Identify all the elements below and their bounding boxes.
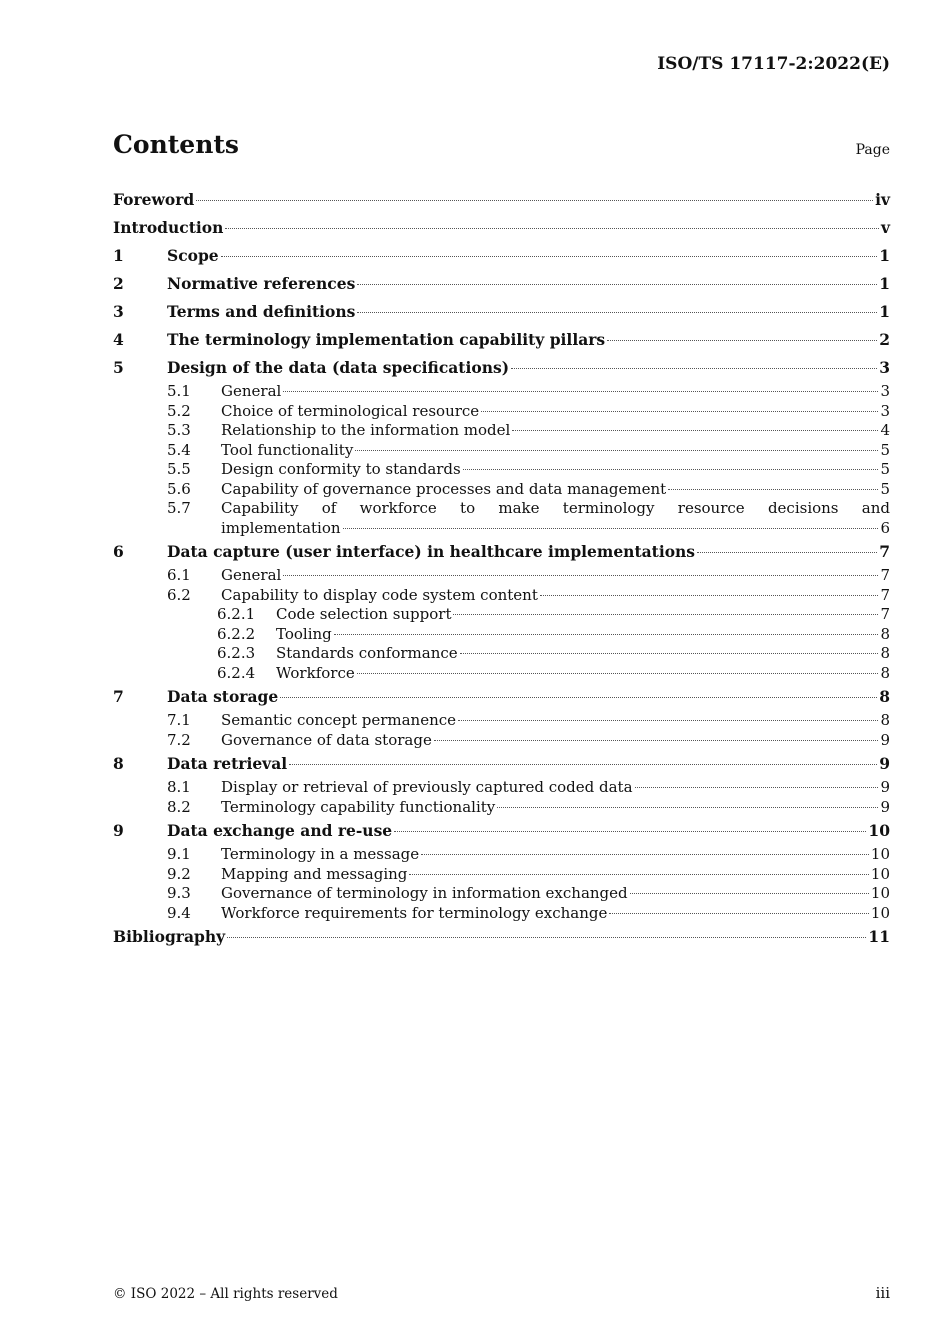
toc-page: 1 (879, 274, 890, 293)
toc-label: Normative references (167, 274, 356, 293)
toc-page: 2 (879, 330, 890, 349)
copyright-notice: © ISO 2022 – All rights reserved (113, 1286, 338, 1302)
toc-page: 10 (870, 884, 890, 902)
toc-number: 6.2 (167, 585, 191, 604)
toc-page: 8 (880, 644, 890, 662)
toc-entry-7[interactable] (113, 683, 890, 711)
toc-label: Workforce requirements for terminology exchange (221, 903, 608, 922)
leader-dots (512, 430, 878, 431)
toc-number: 7.2 (167, 730, 191, 749)
document-id: ISO/TS 17117-2:2022(E) (657, 54, 890, 74)
page-title: Contents (113, 130, 240, 159)
toc-label: Standards conformance (276, 644, 458, 662)
toc-label: Capability to display code system content (221, 585, 538, 604)
toc-page: 9 (880, 778, 890, 796)
toc-page: 1 (879, 302, 890, 321)
toc-page: 9 (879, 754, 890, 773)
toc-label: Terms and definitions (167, 302, 356, 321)
toc-entry-3[interactable] (113, 298, 890, 326)
leader-dots (609, 913, 869, 914)
toc-page: 9 (880, 797, 890, 816)
toc-page: iv (875, 190, 890, 209)
toc-entry-6-1[interactable] (113, 566, 890, 586)
toc-page: 8 (880, 711, 890, 729)
toc-entry-6-2-4[interactable] (113, 664, 890, 684)
toc-number: 9.2 (167, 864, 191, 883)
toc-number: 2 (113, 274, 124, 293)
leader-dots (225, 228, 879, 229)
toc-label: General (221, 566, 282, 584)
toc-number: 5.7 (167, 499, 191, 517)
page-number: iii (875, 1284, 890, 1302)
toc-entry-9[interactable] (113, 817, 890, 845)
toc-label: Relationship to the information model (221, 421, 511, 439)
leader-dots (283, 391, 878, 392)
leader-dots (421, 854, 869, 855)
leader-dots (463, 469, 879, 470)
toc-number: 7.1 (167, 711, 191, 729)
leader-dots (355, 450, 878, 451)
toc-number: 6.2.4 (217, 663, 256, 682)
leader-dots (630, 893, 869, 894)
toc-entry-foreword[interactable] (113, 186, 890, 214)
toc-number: 1 (113, 246, 124, 265)
toc-number: 5 (113, 358, 124, 377)
toc-number: 8 (113, 754, 124, 773)
leader-dots (635, 787, 879, 788)
toc-number: 5.2 (167, 401, 191, 420)
toc-page: 7 (879, 542, 890, 561)
toc-label: Data storage (167, 687, 279, 706)
toc-number: 6 (113, 542, 124, 561)
toc-label: Semantic concept permanence (221, 711, 457, 729)
toc-entry-5-3[interactable] (113, 421, 890, 441)
toc-page: 4 (880, 421, 890, 439)
toc-entry-5-5[interactable] (113, 460, 890, 480)
toc-label: Choice of terminological resource (221, 401, 480, 420)
toc-page: 7 (880, 605, 890, 623)
toc-page: 10 (870, 903, 890, 922)
toc-page: 6 (880, 518, 890, 537)
toc-number: 6.2.3 (217, 644, 256, 662)
toc-entry-9-3[interactable] (113, 884, 890, 904)
toc-page: 8 (880, 663, 890, 682)
leader-dots (497, 807, 878, 808)
toc-entry-5-7[interactable] (113, 499, 890, 538)
toc-label: General (221, 382, 282, 400)
toc-page: 1 (879, 246, 890, 265)
toc-entry-5-1[interactable] (113, 382, 890, 402)
toc-label: Tool functionality (221, 440, 354, 459)
toc-number: 5.6 (167, 479, 191, 498)
toc-entry-7-1[interactable] (113, 711, 890, 731)
toc-page: v (880, 218, 890, 237)
toc-page: 8 (879, 687, 890, 706)
toc-page: 3 (880, 401, 890, 420)
toc-page: 9 (880, 730, 890, 749)
leader-dots (334, 634, 879, 635)
toc-entry-6-2-1[interactable] (113, 605, 890, 625)
toc-label: Foreword (113, 190, 195, 209)
toc-number: 8.2 (167, 797, 191, 816)
toc-number: 9.3 (167, 884, 191, 902)
leader-dots (540, 595, 879, 596)
toc-entry-8[interactable] (113, 750, 890, 778)
leader-dots (668, 489, 878, 490)
toc-entry-5-6[interactable] (113, 480, 890, 500)
toc-number: 4 (113, 330, 124, 349)
toc-entry-2[interactable] (113, 270, 890, 298)
toc-page: 3 (880, 382, 890, 400)
toc-page: 7 (880, 566, 890, 584)
leader-dots (227, 937, 866, 938)
leader-dots (434, 740, 879, 741)
leader-dots (458, 720, 878, 721)
toc-entry-introduction[interactable] (113, 214, 890, 242)
leader-dots (196, 200, 873, 201)
toc-label: Data exchange and re-use (167, 821, 393, 840)
toc-page: 5 (880, 479, 890, 498)
toc-number: 7 (113, 687, 124, 706)
leader-dots (280, 697, 877, 698)
leader-dots (511, 368, 877, 369)
toc-entry-9-4[interactable] (113, 904, 890, 924)
toc-entry-4[interactable] (113, 326, 890, 354)
leader-dots (460, 653, 879, 654)
table-of-contents (113, 186, 890, 951)
toc-label: The terminology implementation capability pillars (167, 330, 606, 349)
toc-entry-6-2-2[interactable] (113, 625, 890, 645)
toc-page: 7 (880, 585, 890, 604)
toc-label: Governance of terminology in information exchanged (221, 884, 628, 902)
leader-dots (289, 764, 877, 765)
leader-dots (283, 575, 878, 576)
toc-number: 5.4 (167, 440, 191, 459)
toc-page: 5 (880, 460, 890, 478)
toc-entry-6-2-3[interactable] (113, 644, 890, 664)
toc-number: 5.1 (167, 382, 191, 400)
page-column-label: Page (855, 142, 890, 158)
toc-number: 9.1 (167, 845, 191, 863)
toc-label: Introduction (113, 218, 224, 237)
toc-label: Bibliography (113, 927, 226, 946)
toc-label: Capability of workforce to make terminology resource decisions and (221, 499, 890, 517)
toc-label: Data retrieval (167, 754, 288, 773)
toc-number: 9.4 (167, 903, 191, 922)
toc-label: Governance of data storage (221, 730, 432, 749)
toc-entry-7-2[interactable] (113, 731, 890, 751)
toc-entry-bibliography[interactable] (113, 923, 890, 951)
toc-entry-1[interactable] (113, 242, 890, 270)
leader-dots (697, 552, 877, 553)
leader-dots (394, 831, 866, 832)
toc-page: 10 (868, 821, 890, 840)
leader-dots (607, 340, 877, 341)
leader-dots (453, 614, 878, 615)
toc-label: Terminology in a message (221, 845, 420, 863)
leader-dots (221, 256, 878, 257)
toc-page: 3 (879, 358, 890, 377)
toc-number: 5.5 (167, 460, 191, 478)
toc-entry-5-4[interactable] (113, 441, 890, 461)
toc-page: 10 (870, 845, 890, 863)
toc-entry-8-1[interactable] (113, 778, 890, 798)
leader-dots (481, 411, 878, 412)
toc-label: Code selection support (276, 605, 452, 623)
toc-entry-6[interactable] (113, 538, 890, 566)
toc-number: 6.2.2 (217, 624, 256, 643)
leader-dots (357, 312, 877, 313)
toc-label: Scope (167, 246, 219, 265)
toc-entry-5[interactable] (113, 354, 890, 382)
toc-number: 9 (113, 821, 124, 840)
toc-page: 5 (880, 440, 890, 459)
toc-page: 10 (870, 864, 890, 883)
toc-number: 6.1 (167, 566, 191, 584)
toc-entry-9-2[interactable] (113, 865, 890, 885)
toc-number: 5.3 (167, 421, 191, 439)
toc-number: 6.2.1 (217, 605, 256, 623)
toc-label: Data capture (user interface) in healthcare implementations (167, 542, 696, 561)
toc-entry-9-1[interactable] (113, 845, 890, 865)
toc-number: 8.1 (167, 778, 191, 796)
toc-number: 3 (113, 302, 124, 321)
leader-dots (409, 874, 868, 875)
toc-label: Terminology capability functionality (221, 797, 496, 816)
toc-entry-5-2[interactable] (113, 402, 890, 422)
toc-entry-6-2[interactable] (113, 586, 890, 606)
toc-label: Tooling (276, 624, 332, 643)
leader-dots (357, 284, 877, 285)
toc-page: 11 (868, 927, 890, 946)
toc-label-continued: implementation (221, 518, 341, 537)
toc-label: Capability of governance processes and data management (221, 479, 667, 498)
toc-page: 8 (880, 624, 890, 643)
toc-label: Mapping and messaging (221, 864, 408, 883)
leader-dots (343, 528, 879, 529)
leader-dots (357, 673, 879, 674)
toc-label: Workforce (276, 663, 355, 682)
toc-label: Design of the data (data specifications) (167, 358, 510, 377)
toc-label: Display or retrieval of previously captured coded data (221, 778, 633, 796)
toc-label: Design conformity to standards (221, 460, 461, 478)
toc-entry-8-2[interactable] (113, 798, 890, 818)
